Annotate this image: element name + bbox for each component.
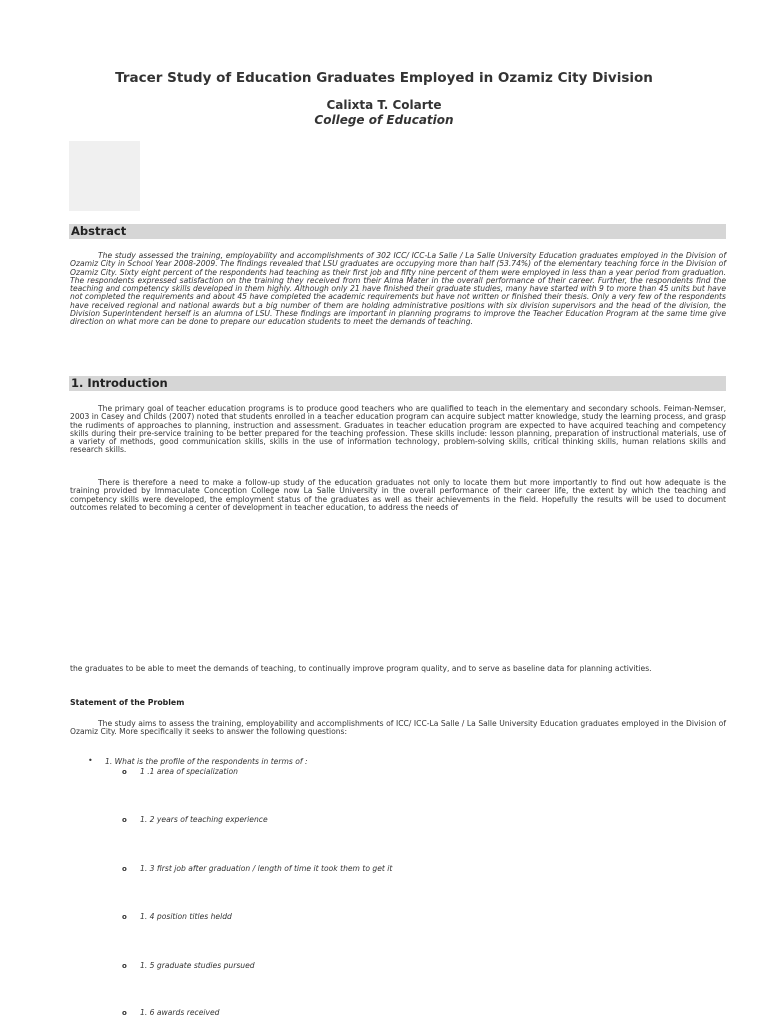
introduction-paragraph-2-continued: the graduates to be able to meet the demands of teaching, to continually improve program quality, and to serve as baseline data for planning activities. bbox=[70, 664, 652, 673]
paper-title: Tracer Study of Education Graduates Employed in Ozamiz City Division bbox=[115, 70, 653, 86]
introduction-paragraph-1 bbox=[70, 405, 726, 455]
list-item: o 1 .1 area of specialization bbox=[122, 767, 238, 776]
list-item: o 1. 5 graduate studies pursued bbox=[122, 961, 255, 970]
list-item: o 1. 3 first job after graduation / length of time it took them to get it bbox=[122, 864, 393, 873]
introduction-p2-text: There is therefore a need to make a follow-up study of the education graduates not only to locate them but more importantly to find out how adequate is the training provided by Immaculate Conception College now La Salle University in the overall performance of their career life, the extent by which the teaching and competency skills were developed, the employment status of the graduates as well as their achievements in the field. Hopefully the results will be used to document outcomes related to becoming a center of development in teacher education, to address the needs of bbox=[70, 478, 726, 512]
author-affiliation: College of Education bbox=[314, 113, 454, 127]
circle-bullet-icon: o bbox=[122, 962, 127, 970]
introduction-paragraph-2 bbox=[70, 479, 726, 512]
author-name: Calixta T. Colarte bbox=[326, 98, 442, 112]
circle-bullet-icon: o bbox=[122, 816, 127, 824]
abstract-heading-bar bbox=[69, 224, 726, 239]
circle-bullet-icon: o bbox=[122, 865, 127, 873]
list-item: o 1. 2 years of teaching experience bbox=[122, 815, 268, 824]
abstract-body: The study assessed the training, employability and accomplishments of 302 ICC/ ICC-La Salle / La Salle University Education graduates employed in the Division of Ozamiz City in School Year 2008-2009. The findings revealed that LSU graduates are occupying more than half (53.74%) of the elementary teaching force in the Division of Ozamiz City. Sixty eight percent of the respondents had teaching as their first job and fifty nine percent of them were employed in less than a year period from graduation. The respondents expressed satisfaction on the training they received from their Alma Mater in the overall performance of their career. Further, the respondents find the teaching and competency skills developed in them highly. Although only 21 have finished their graduate studies, many have started with 9 to more than 45 units but have not completed the requirements and about 45 have completed the academic requirements but have not written or finished their thesis. Only a very few of the respondents have received regional and national awards but a big number of them are holding administrative positions with six division supervisors and the head of the division, the Division Superintendent herself is an alumna of LSU. These findings are important in planning programs to improve the Teacher Education Program at the same time give direction on what more can be done to prepare our education students to meet the demands of teaching. bbox=[70, 251, 726, 327]
circle-bullet-icon: o bbox=[122, 1009, 127, 1017]
introduction-p1-text: The primary goal of teacher education programs is to produce good teachers who are qualified to teach in the elementary and secondary schools. Feiman-Nemser, 2003 in Casey and Childs (2007) noted that students enrolled in a teacher education program can acquire subject matter knowledge, study the learning process, and grasp the rudiments of approaches to planning, instruction and assessment. Graduates in teacher education program are expected to have acquired teaching and competency skills during their pre-service training to be better prepared for the teaching profession. These skills include: lesson planning, preparation of instructional materials, use of a variety of methods, good communication skills, skills in the use of information technology, problem-solving skills, critical thinking skills, human relations skills and research skills. bbox=[70, 404, 726, 455]
introduction-heading-bar bbox=[69, 376, 726, 391]
list-item: o 1. 6 awards received bbox=[122, 1008, 220, 1017]
circle-bullet-icon: o bbox=[122, 768, 127, 776]
problem-heading: Statement of the Problem bbox=[70, 698, 185, 707]
introduction-heading: 1. Introduction bbox=[71, 376, 168, 390]
bullet-icon: • bbox=[88, 756, 93, 765]
author-photo-placeholder bbox=[69, 141, 140, 211]
circle-bullet-icon: o bbox=[122, 913, 127, 921]
abstract-heading: Abstract bbox=[71, 224, 127, 238]
list-item: o 1. 4 position titles heldd bbox=[122, 912, 232, 921]
question-1-text: 1. What is the profile of the respondents in terms of : bbox=[105, 757, 308, 766]
abstract-text bbox=[70, 252, 726, 327]
problem-paragraph bbox=[70, 720, 726, 737]
problem-text: The study aims to assess the training, employability and accomplishments of ICC/ ICC-La Salle / La Salle University Education graduates employed in the Division of Ozamiz City. More specifically it seeks to answer the following questions: bbox=[70, 719, 726, 737]
